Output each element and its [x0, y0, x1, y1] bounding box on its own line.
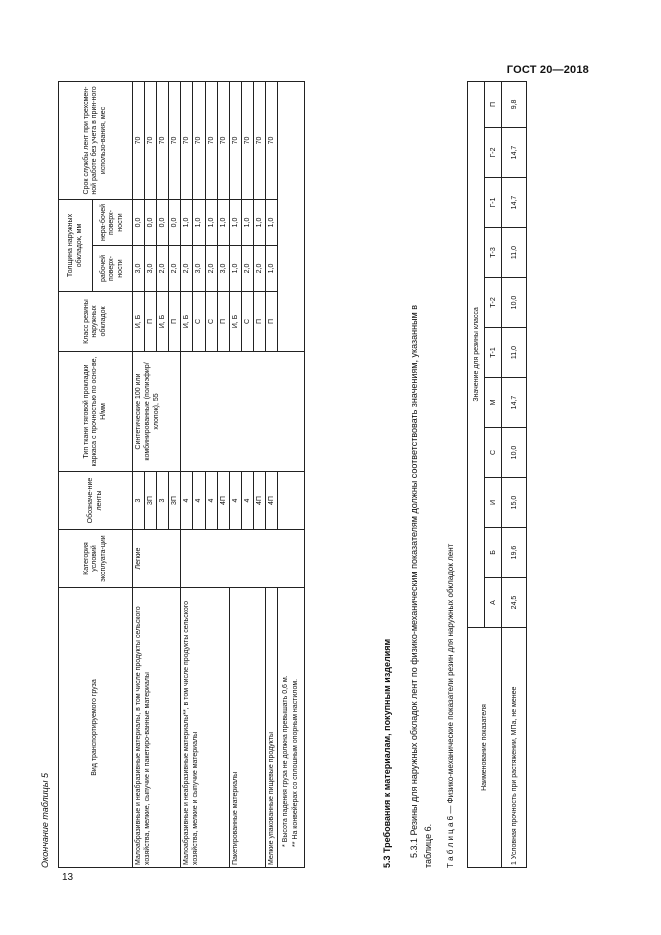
designation-cell: 4	[241, 472, 253, 530]
working-cell: 2,0	[181, 246, 193, 292]
t6-value-cell: 11,0	[502, 328, 527, 378]
table-row	[181, 82, 193, 868]
class-cell: П	[217, 292, 229, 352]
section-title: 5.3 Требования к материалам, покупным изделиям	[382, 638, 392, 868]
table-6-caption: Т а б л и ц а 6 — Физико-механические показатели резин для наружных обкладок лент	[446, 543, 455, 868]
t6-value-cell: 10,0	[502, 278, 527, 328]
nonworking-cell: 1,0	[229, 200, 241, 246]
working-cell: 2,0	[169, 246, 181, 292]
paragraph-5-3-1	[408, 82, 435, 868]
cargo-cell: Мелкие упакованные пищевые продукты	[266, 588, 278, 868]
t6-class-header: Т-2	[485, 278, 502, 328]
t6-class-header: М	[485, 378, 502, 428]
t6-class-header: П	[485, 81, 502, 127]
designation-cell: 4	[229, 472, 241, 530]
cargo-cell: Малоабразивные и неабразивные материалы, в том числе продукты сельского хозяйства, мелкие, сыпучие и пакетиро-ванные материалы	[133, 588, 181, 868]
working-cell: 2,0	[157, 246, 169, 292]
working-cell: 3,0	[145, 246, 157, 292]
t6-class-header: Т-3	[485, 228, 502, 278]
paragraph-line-2: таблице 6.	[422, 823, 433, 868]
designation-cell: 3	[157, 472, 169, 530]
working-cell: 2,0	[205, 246, 217, 292]
t6-class-header: С	[485, 428, 502, 478]
nonworking-cell: 0,0	[145, 200, 157, 246]
class-cell: И, Б	[157, 292, 169, 352]
life-cell: 70	[253, 82, 265, 200]
col-header-life: Срок службы лент при трехсмен-ной работе без учета в прин-ного использо-вания, мес	[59, 82, 133, 200]
t6-value-cell: 14,7	[502, 178, 527, 228]
class-cell: П	[266, 292, 278, 352]
col-header-category: Категория условий эксплуата-ции	[59, 530, 133, 588]
cargo-cell: Пакетированные материалы	[229, 588, 265, 868]
life-cell: 70	[157, 82, 169, 200]
life-cell: 70	[217, 82, 229, 200]
t6-class-header: И	[485, 478, 502, 528]
nonworking-cell: 0,0	[133, 200, 145, 246]
class-cell: И, Б	[181, 292, 193, 352]
t6-value-cell: 14,7	[502, 128, 527, 178]
t6-header-values: Значение для резины класса	[468, 81, 485, 627]
designation-cell: 4	[205, 472, 217, 530]
fabric-cell: Синтетические 100 или комбинированные (полиэфир/хлопок), 55	[133, 352, 181, 472]
t6-class-header: Г-1	[485, 178, 502, 228]
life-cell: 70	[241, 82, 253, 200]
nonworking-cell: 0,0	[157, 200, 169, 246]
t6-value-cell: 9,8	[502, 81, 527, 127]
paragraph-line-1: 5.3.1 Резины для наружных обкладок лент по физико-механическим показателям должны соответствовать значениям, указанным в	[409, 304, 419, 858]
working-cell: 1,0	[266, 246, 278, 292]
designation-cell: 4	[193, 472, 205, 530]
cargo-cell: Малоабразивные и неабразивные материалы**, в том числе продукты сельского хозяйства, мелкие и сыпучие материалы	[181, 588, 229, 868]
designation-cell: 3	[133, 472, 145, 530]
class-cell: С	[241, 292, 253, 352]
col-header-fabric: Тип ткани тяговой прокладки каркаса с прочностью по осно-ве, Н/мм	[59, 352, 133, 472]
life-cell: 70	[266, 82, 278, 200]
class-cell: С	[193, 292, 205, 352]
t6-row-label: 1 Условная прочность при растяжении, МПа, не менее	[502, 628, 527, 868]
nonworking-cell: 1,0	[241, 200, 253, 246]
nonworking-cell: 1,0	[217, 200, 229, 246]
t6-header-name: Наименование показателя	[468, 628, 502, 868]
class-cell: И, Б	[133, 292, 145, 352]
designation-cell: 4П	[217, 472, 229, 530]
class-cell: С	[205, 292, 217, 352]
table-row	[266, 82, 278, 868]
t6-class-header: Г-2	[485, 128, 502, 178]
footnote-2: ** На конвейерах со сплошным опорным настилом.	[291, 678, 299, 847]
col-header-rubber-class: Класс резины наружных обкладок	[59, 292, 133, 352]
page-number: 13	[62, 872, 74, 883]
nonworking-cell: 1,0	[181, 200, 193, 246]
nonworking-cell: 0,0	[169, 200, 181, 246]
footnote-1: * Высота падения груза не должна превышать 0,6 м.	[282, 675, 290, 847]
working-cell: 2,0	[253, 246, 265, 292]
working-cell: 1,0	[229, 246, 241, 292]
designation-cell: 4П	[253, 472, 265, 530]
t6-value-cell: 19,6	[502, 528, 527, 578]
life-cell: 70	[169, 82, 181, 200]
t6-value-cell: 14,7	[502, 378, 527, 428]
nonworking-cell: 1,0	[205, 200, 217, 246]
footnote-row	[278, 82, 305, 868]
nonworking-cell: 1,0	[266, 200, 278, 246]
designation-cell: 3П	[169, 472, 181, 530]
t6-class-header: Б	[485, 528, 502, 578]
life-cell: 70	[181, 82, 193, 200]
designation-cell: 4	[181, 472, 193, 530]
life-cell: 70	[205, 82, 217, 200]
designation-cell: 4П	[266, 472, 278, 530]
table-5	[58, 81, 305, 868]
class-cell: П	[145, 292, 157, 352]
working-cell: 3,0	[193, 246, 205, 292]
t6-value-cell: 11,0	[502, 228, 527, 278]
col-header-working: рабочей поверх-ности	[93, 246, 133, 292]
class-cell: И, Б	[229, 292, 241, 352]
life-cell: 70	[133, 82, 145, 200]
table-row	[502, 81, 527, 867]
working-cell: 3,0	[133, 246, 145, 292]
category-cell: Легкие	[133, 530, 181, 588]
life-cell: 70	[193, 82, 205, 200]
class-cell: П	[169, 292, 181, 352]
rotated-page-content	[40, 68, 596, 868]
life-cell: 70	[229, 82, 241, 200]
t6-class-header: А	[485, 578, 502, 628]
working-cell: 3,0	[217, 246, 229, 292]
t6-class-header: Т-1	[485, 328, 502, 378]
table-continuation-label: Окончание таблицы 5	[40, 773, 50, 868]
working-cell: 2,0	[241, 246, 253, 292]
t6-value-cell: 15,0	[502, 478, 527, 528]
col-header-designation: Обозначе-ние ленты	[59, 472, 133, 530]
col-header-thickness: Толщина наружных обкладок, мм	[59, 200, 93, 292]
nonworking-cell: 1,0	[253, 200, 265, 246]
col-header-cargo: Вид транспортируемого груза	[59, 588, 133, 868]
col-header-nonworking: нера-бочей поверх-ности	[93, 200, 133, 246]
class-cell: П	[253, 292, 265, 352]
standard-header: ГОСТ 20—2018	[506, 64, 589, 76]
table-row	[229, 82, 241, 868]
t6-value-cell: 10,0	[502, 428, 527, 478]
life-cell: 70	[145, 82, 157, 200]
table-row	[133, 82, 145, 868]
designation-cell: 3П	[145, 472, 157, 530]
nonworking-cell: 1,0	[193, 200, 205, 246]
t6-value-cell: 24,5	[502, 578, 527, 628]
table-6	[467, 81, 527, 868]
